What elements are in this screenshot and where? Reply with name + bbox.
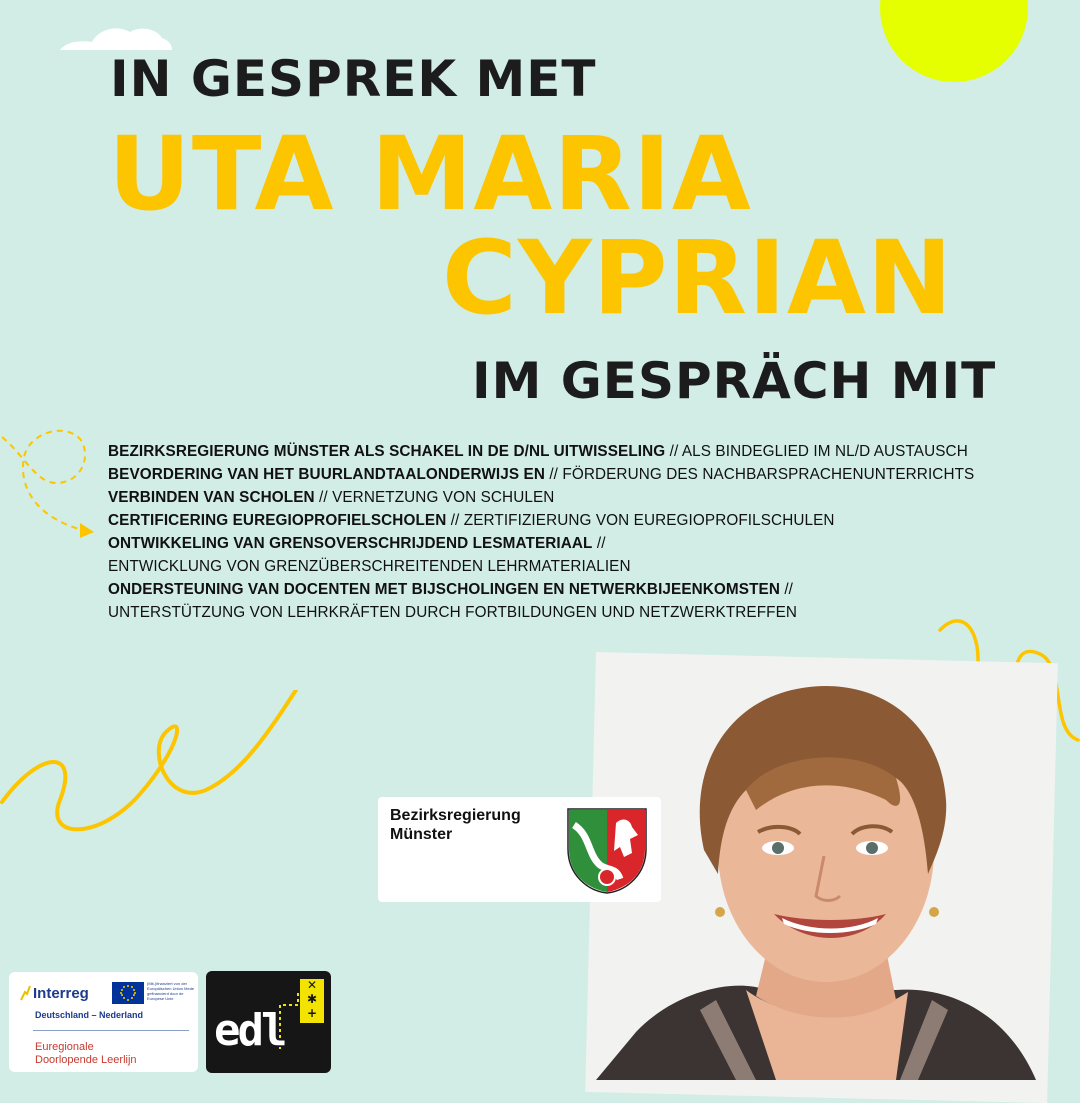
- project-name-line-1: Euregionale: [35, 1041, 94, 1053]
- edl-logo-marks: ✕ ✱ +: [306, 978, 318, 1020]
- lime-circle-decoration: [880, 0, 1030, 82]
- topic-de: ENTWICKLUNG VON GRENZÜBERSCHREITENDEN LEHRMATERIALIEN: [108, 558, 631, 575]
- topic-line: [108, 535, 606, 553]
- interreg-mark-icon: [19, 984, 31, 1002]
- portrait-photo: [596, 660, 1080, 1080]
- topic-line: [108, 558, 631, 576]
- topic-separator: //: [592, 535, 606, 552]
- topic-separator: //: [665, 443, 682, 460]
- topic-nl: ONDERSTEUNING VAN DOCENTEN MET BIJSCHOLINGEN EN NETWERKBIJEENKOMSTEN: [108, 581, 780, 598]
- interreg-wordmark: Interreg: [33, 985, 89, 1002]
- topic-nl: ONTWIKKELING VAN GRENSOVERSCHRIJDEND LESMATERIAAL: [108, 535, 593, 552]
- edl-wordmark: edl: [214, 1005, 285, 1056]
- edl-logo-card: [206, 971, 331, 1073]
- heading-german: IM GESPRÄCH MIT: [472, 352, 997, 410]
- topic-nl: CERTIFICERING EUREGIOPROFIELSCHOLEN: [108, 512, 447, 529]
- topic-nl: BEVORDERING VAN HET BUURLANDTAALONDERWIJS EN: [108, 466, 545, 483]
- topic-de: ALS BINDEGLIED IM NL/D AUSTAUSCH: [681, 443, 968, 460]
- topic-separator: //: [544, 466, 563, 483]
- topic-de: ZERTIFIZIERUNG VON EUREGIOPROFILSCHULEN: [463, 512, 835, 529]
- squiggle-left-decoration: [0, 690, 300, 840]
- cloud-decoration: [58, 24, 174, 52]
- topic-separator: //: [446, 512, 464, 529]
- person-name-line-2: CYPRIAN: [442, 219, 954, 338]
- eu-flag-icon: [112, 982, 144, 1004]
- person-name-line-1: UTA MARIA: [108, 115, 752, 234]
- topic-line: [108, 604, 797, 622]
- topic-line: [108, 512, 835, 530]
- topic-separator: //: [314, 489, 333, 506]
- heading-dutch: IN GESPREK MET: [110, 50, 597, 108]
- interreg-logo-card: [9, 972, 198, 1072]
- topic-line: [108, 466, 974, 484]
- organisation-name-line-2: Münster: [390, 826, 453, 843]
- dashed-arrow-decoration: [0, 425, 100, 543]
- topic-line: [108, 489, 554, 507]
- nrw-coat-of-arms-icon: [564, 805, 650, 895]
- topic-nl: BEZIRKSREGIERUNG MÜNSTER ALS SCHAKEL IN DE D/NL UITWISSELING: [108, 443, 666, 460]
- topic-line: [108, 443, 968, 461]
- topic-de: UNTERSTÜTZUNG VON LEHRKRÄFTEN DURCH FORTBILDUNGEN UND NETZWERKTREFFEN: [108, 604, 798, 621]
- organisation-name-line-1: Bezirksregierung: [390, 807, 521, 824]
- topic-separator: //: [779, 581, 794, 598]
- eu-funding-note: (Mit-)finanziert von der Europäischen Union Mede gefinancierd door de Europese Unie: [147, 981, 195, 1001]
- organisation-card: [378, 797, 661, 902]
- topic-nl: VERBINDEN VAN SCHOLEN: [108, 489, 315, 506]
- project-name-line-2: Doorlopende Leerlijn: [35, 1054, 137, 1066]
- divider: [33, 1030, 189, 1031]
- topic-de: VERNETZUNG VON SCHULEN: [332, 489, 555, 506]
- topic-de: FÖRDERUNG DES NACHBARSPRACHENUNTERRICHTS: [562, 466, 975, 483]
- interreg-region: Deutschland – Nederland: [35, 1010, 144, 1020]
- topic-line: [108, 581, 793, 599]
- organisation-name: [390, 806, 521, 844]
